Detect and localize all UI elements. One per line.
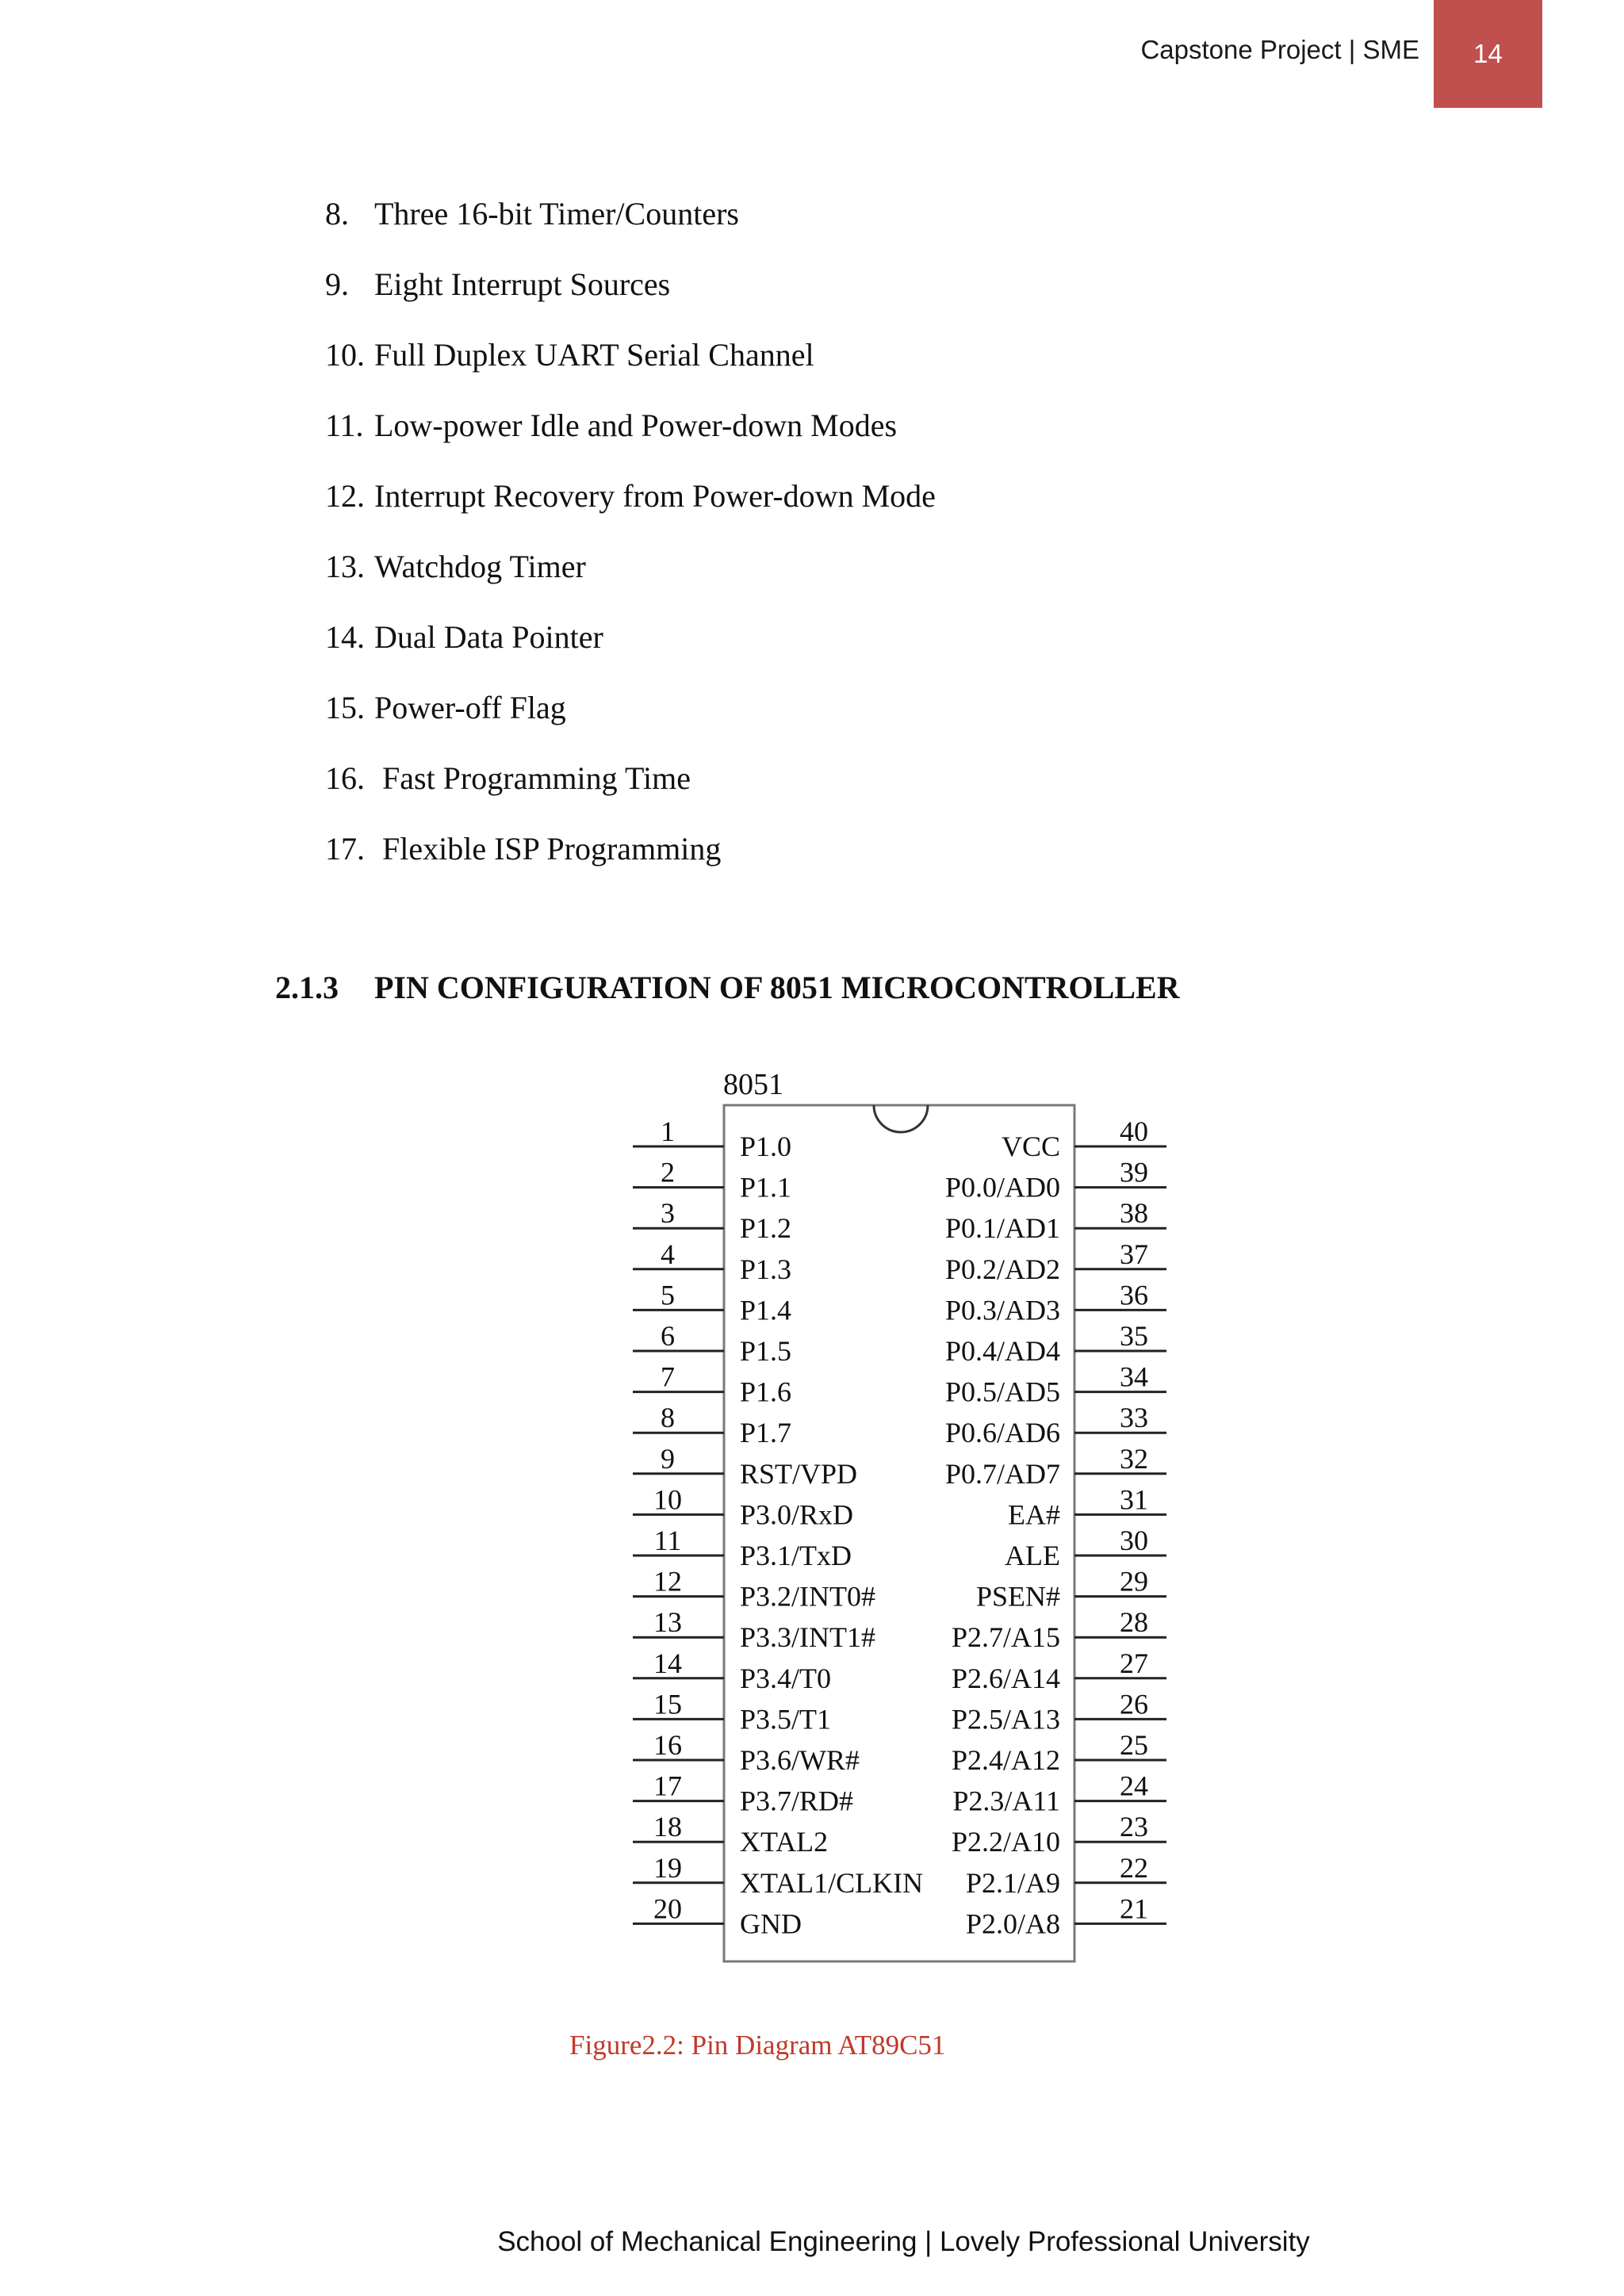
list-item [325,614,936,684]
feature-list [325,190,936,896]
pin-label-right: P2.4/A12 [951,1744,1060,1776]
pin-number-right: 23 [1120,1811,1148,1843]
pin-label-left: P3.1/TxD [740,1540,852,1571]
pin-number-right: 35 [1120,1320,1148,1352]
pin-number-right: 37 [1120,1238,1148,1270]
pin-number-right: 34 [1120,1360,1148,1393]
pin-number-left: 15 [653,1688,682,1720]
pin-number-right: 31 [1120,1483,1148,1516]
pin-number-left: 10 [653,1483,682,1516]
list-item-number: 8. [325,196,349,232]
pin-label-right: EA# [1008,1498,1060,1531]
list-item-number: 14. [325,619,365,655]
pin-label-left: P1.2 [740,1212,792,1245]
pin-label-right: P0.6/AD6 [944,1417,1060,1449]
pin-label-left: P3.0/RxD [740,1498,854,1531]
pin-label-right: P0.5/AD5 [944,1376,1060,1408]
pin-label-right: P2.6/A14 [951,1662,1060,1694]
page-number-badge [1434,0,1542,108]
pin-number-left: 9 [661,1442,675,1475]
pin-number-right: 28 [1120,1606,1148,1639]
pin-number-left: 11 [653,1525,682,1556]
pin-label-left: P1.6 [740,1376,792,1408]
pin-number-right: 29 [1120,1565,1148,1598]
pin-label-right: P2.0/A8 [965,1908,1060,1940]
section-number: 2.1.3 [275,970,339,1005]
list-item [325,331,936,402]
pin-label-right: P2.5/A13 [951,1703,1060,1735]
pin-number-left: 20 [653,1892,682,1925]
pin-label-left: P1.0 [740,1131,792,1162]
list-item-text: Dual Data Pointer [374,619,603,655]
list-item-number: 17. [325,831,365,867]
pin-label-left: XTAL2 [740,1826,829,1858]
pin-number-left: 3 [661,1197,675,1230]
pin-number-right: 24 [1120,1770,1148,1802]
list-item-number: 10. [325,337,365,373]
pin-number-right: 27 [1120,1647,1148,1679]
section-heading [275,969,1180,1006]
list-item-number: 11. [325,408,364,443]
pin-number-left: 8 [661,1402,675,1434]
pin-label-left: P1.1 [740,1171,792,1203]
pin-label-left: P3.6/WR# [740,1744,860,1776]
pin-number-left: 18 [653,1811,682,1843]
pin-label-right: P0.4/AD4 [944,1335,1060,1367]
pin-label-right: P2.2/A10 [951,1826,1060,1858]
pin-number-left: 14 [653,1647,682,1679]
list-item-text: Power-off Flag [374,690,566,725]
list-item [325,402,936,473]
pin-number-right: 21 [1120,1892,1148,1925]
pin-number-right: 33 [1120,1402,1148,1434]
list-item [325,261,936,331]
list-item-number: 16. [325,760,365,796]
pin-number-left: 1 [661,1115,675,1147]
pin-label-left: XTAL1/CLKIN [740,1866,924,1899]
list-item-number: 12. [325,478,365,514]
pin-label-right: ALE [1005,1540,1060,1571]
pin-label-left: P3.5/T1 [740,1703,832,1735]
footer-text: School of Mechanical Engineering | Lovely Professional University [497,2226,1310,2257]
footer [0,2226,1624,2258]
pin-number-left: 4 [661,1238,675,1270]
pin-number-left: 13 [653,1606,682,1639]
list-item [325,473,936,543]
list-item-text: Full Duplex UART Serial Channel [374,337,814,373]
pin-label-right: P2.7/A15 [951,1621,1060,1654]
pin-label-right: VCC [1001,1131,1060,1162]
page-number: 14 [1473,39,1503,68]
pin-label-right: P0.0/AD0 [944,1171,1060,1203]
pin-number-right: 40 [1120,1115,1148,1147]
list-item-number: 13. [325,549,365,584]
pin-label-left: P3.4/T0 [740,1662,832,1694]
pin-diagram [626,1062,1182,1974]
pin-label-left: P1.3 [740,1253,792,1285]
pin-number-left: 17 [653,1770,682,1802]
pin-label-right: P0.3/AD3 [944,1294,1060,1326]
pin-label-left: P1.5 [740,1335,792,1367]
pin-label-right: P2.1/A9 [965,1866,1060,1899]
pin-label-right: P0.1/AD1 [944,1212,1060,1245]
figure-caption: Figure2.2: Pin Diagram AT89C51 [569,2030,946,2061]
section-title: PIN CONFIGURATION OF 8051 MICROCONTROLLER [374,970,1180,1005]
pin-number-left: 16 [653,1729,682,1761]
pin-number-left: 5 [661,1279,675,1311]
pin-label-right: P0.7/AD7 [944,1457,1060,1490]
pin-label-left: P3.2/INT0# [740,1580,875,1613]
pin-number-right: 22 [1120,1851,1148,1884]
list-item [325,755,936,825]
pin-number-right: 25 [1120,1729,1148,1761]
pin-label-right: P2.3/A11 [952,1785,1060,1817]
pin-label-left: P3.7/RD# [740,1785,854,1817]
pin-number-right: 30 [1120,1525,1148,1556]
pin-label-left: P1.7 [740,1417,792,1449]
list-item-number: 15. [325,690,365,725]
pin-number-right: 36 [1120,1279,1148,1311]
list-item-text: Low-power Idle and Power-down Modes [374,408,898,443]
list-item-text: Fast Programming Time [374,760,691,796]
pin-number-right: 26 [1120,1688,1148,1720]
pin-label-left: RST/VPD [740,1457,858,1490]
pin-label-left: P3.3/INT1# [740,1621,875,1654]
pin-label-right: PSEN# [975,1580,1060,1613]
pin-number-right: 39 [1120,1156,1148,1188]
running-header: Capstone Project | SME [1140,35,1419,64]
list-item [325,190,936,261]
pin-label-left: GND [740,1908,802,1940]
pin-number-left: 7 [661,1360,675,1393]
list-item-text: Interrupt Recovery from Power-down Mode [374,478,936,514]
pin-number-left: 12 [653,1565,682,1598]
list-item-text: Eight Interrupt Sources [374,266,671,302]
list-item [325,825,936,896]
pin-number-left: 6 [661,1320,675,1352]
pin-number-right: 32 [1120,1442,1148,1475]
pin-number-left: 2 [661,1156,675,1188]
pin-label-left: P1.4 [740,1294,792,1326]
pin-label-right: P0.2/AD2 [944,1253,1060,1285]
list-item-text: Watchdog Timer [374,549,586,584]
list-item-number: 9. [325,266,349,302]
list-item-text: Three 16-bit Timer/Counters [374,196,739,232]
pin-number-left: 19 [653,1851,682,1884]
list-item [325,684,936,755]
pin-number-right: 38 [1120,1197,1148,1230]
list-item-text: Flexible ISP Programming [374,831,722,867]
chip-label: 8051 [723,1068,783,1101]
list-item [325,543,936,614]
